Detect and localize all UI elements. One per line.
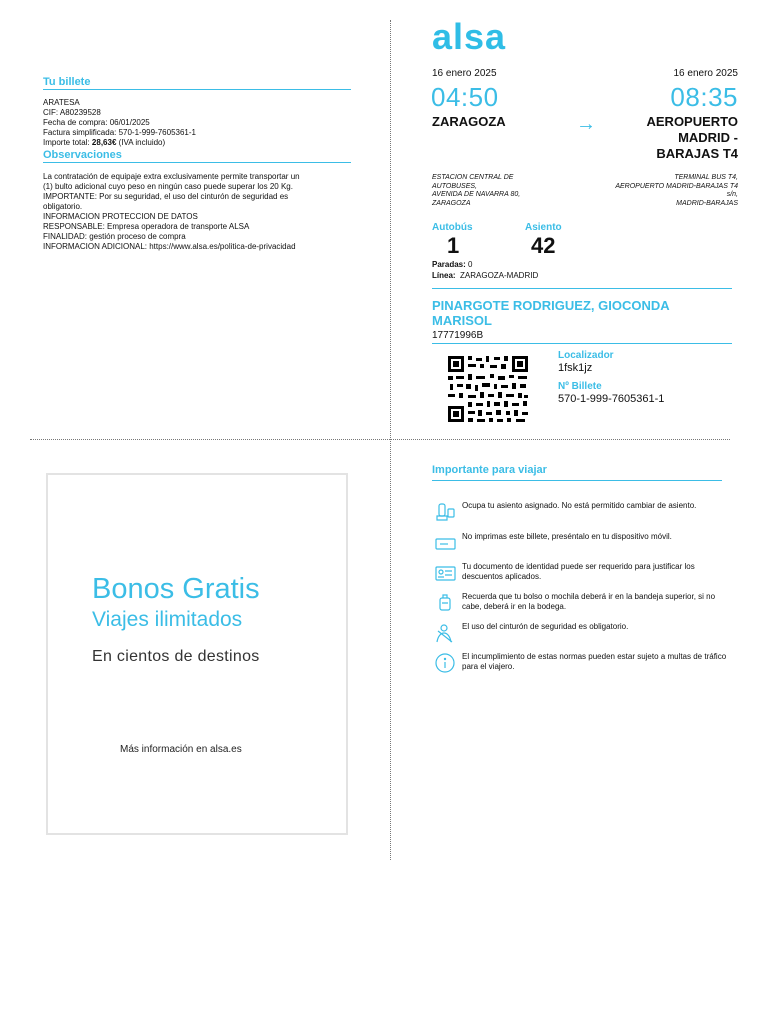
localizador-value: 1fsk1jz (558, 362, 593, 374)
id-card-icon (434, 562, 456, 584)
purchase-date: Fecha de compra: 06/01/2025 (43, 118, 150, 127)
invoice-number: Factura simplificada: 570-1-999-7605361-1 (43, 128, 196, 137)
qr-code-icon (446, 354, 530, 424)
rule-text: Ocupa tu asiento asignado. No está permitido cambiar de asiento. (462, 501, 697, 510)
alsa-logo: alsa (432, 16, 507, 57)
nbillete-value: 570-1-999-7605361-1 (558, 393, 665, 405)
observaciones-title: Observaciones (43, 149, 351, 163)
promo-banner (46, 473, 348, 835)
linea: Línea: ZARAGOZA-MADRID (432, 271, 539, 280)
departure-date: 16 enero 2025 (432, 68, 497, 79)
company-name: ARATESA (43, 98, 80, 107)
billete-details (43, 98, 363, 148)
autobus-value: 1 (447, 233, 460, 258)
ticket-icon (434, 532, 456, 554)
arrival-date: 16 enero 2025 (673, 68, 738, 79)
promo-title: Bonos Gratis (92, 573, 260, 605)
billete-title: Tu billete (43, 76, 351, 90)
seatbelt-icon (434, 622, 456, 644)
promo-tagline: En cientos de destinos (92, 648, 260, 665)
promo-subtitle: Viajes ilimitados (92, 608, 243, 631)
passenger-name: PINARGOTE RODRIGUEZ, GIOCONDA MARISOL (432, 298, 670, 328)
passenger-document: 17771996B (432, 330, 484, 341)
rule-text: El incumplimiento de estas normas pueden estar sujeto a multas de tráfico para el viajero. (462, 652, 727, 671)
rule-text: No imprimas este billete, preséntalo en tu dispositivo móvil. (462, 532, 672, 541)
divider-line (432, 343, 732, 344)
arrival-time: 08:35 (670, 82, 738, 112)
autobus-label: Autobús (432, 222, 473, 233)
cif: CIF: A80239528 (43, 108, 101, 117)
destination-city: AEROPUERTO MADRID - BARAJAS T4 (646, 114, 738, 161)
luggage-icon (434, 592, 456, 614)
importante-title: Importante para viajar (432, 464, 722, 481)
arrow-right-icon: → (576, 113, 596, 135)
divider-line (432, 288, 732, 289)
departure-time: 04:50 (431, 82, 499, 112)
vertical-fold-line (390, 20, 391, 860)
observaciones-text: La contratación de equipaje extra exclusivamente permite transportar un (1) bulto adicional cuyo peso en ningún caso puede superar los 20 Kg. IMPORTANTE: Por su seguridad, el uso del cinturón de seguridad es obligatorio. INFORMACION PROTECCION DE DATOS RESPONSABLE: Empresa operadora de transporte ALSA FINALIDAD: gestión proceso de compra INFORMACION ADICIONAL: https://www.alsa.es/politica-de-privacidad (43, 172, 300, 251)
destination-address: TERMINAL BUS T4, AEROPUERTO MADRID-BARAJAS T4 s/n, MADRID-BARAJAS (615, 174, 738, 207)
promo-more-info: Más información en alsa.es (120, 744, 242, 755)
paradas: Paradas: 0 (432, 260, 473, 269)
info-icon (434, 652, 456, 674)
localizador-label: Localizador (558, 350, 614, 361)
total-amount: Importe total: 28,63€ (IVA incluido) (43, 138, 166, 147)
horizontal-fold-line (30, 439, 730, 440)
rule-text: El uso del cinturón de seguridad es obligatorio. (462, 622, 629, 631)
asiento-label: Asiento (525, 222, 562, 233)
rule-text: Tu documento de identidad puede ser requerido para justificar los descuentos aplicados. (462, 562, 695, 581)
origin-city: ZARAGOZA (432, 114, 506, 129)
nbillete-label: Nº Billete (558, 381, 602, 392)
origin-address: ESTACION CENTRAL DE AUTOBUSES, AVENIDA DE NAVARRA 80, ZARAGOZA (432, 174, 521, 207)
rule-text: Recuerda que tu bolso o mochila deberá ir en la bandeja superior, si no cabe, deberá ir en la bodega. (462, 592, 716, 611)
asiento-value: 42 (531, 233, 556, 258)
seat-icon (434, 501, 456, 523)
